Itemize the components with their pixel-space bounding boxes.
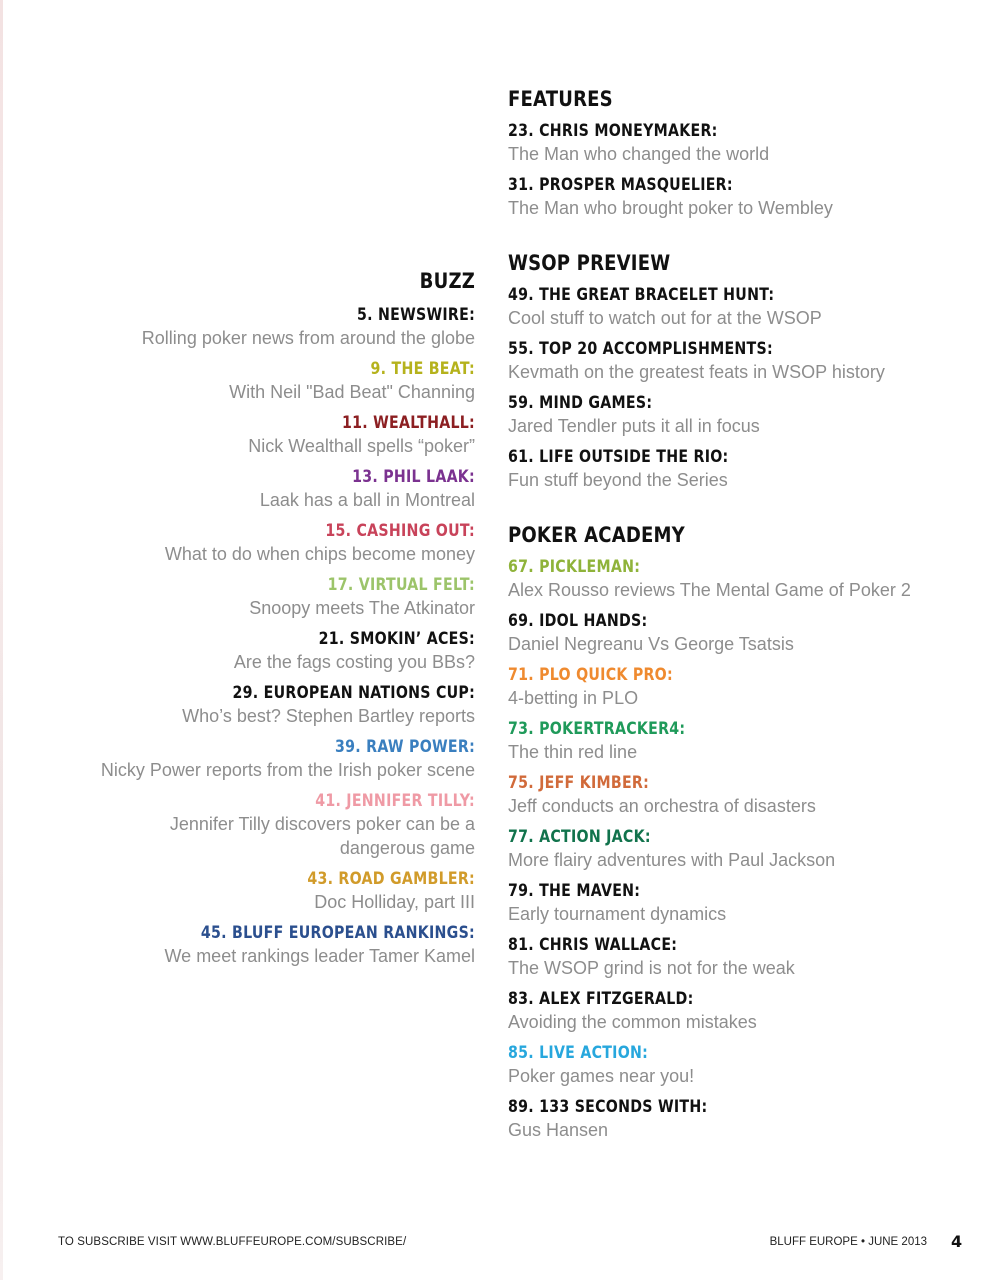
section-spacer — [508, 228, 968, 250]
entry-title: 69. IDOL HANDS: — [508, 611, 648, 630]
contents-entry — [5, 358, 475, 404]
entry-title: 17. VIRTUAL FELT: — [327, 575, 475, 594]
entry-title: 23. CHRIS MONEYMAKER: — [508, 121, 718, 140]
entry-title: 67. PICKLEMAN: — [508, 557, 641, 576]
contents-entry — [5, 868, 475, 914]
contents-entry — [508, 772, 968, 818]
entry-description — [508, 740, 968, 764]
entry-description — [5, 326, 475, 350]
contents-entry — [5, 922, 475, 968]
entry-description-text: Doc Holliday, part III — [314, 892, 475, 912]
entry-title: 41. JENNIFER TILLY: — [315, 791, 475, 810]
entry-description — [5, 944, 475, 968]
entry-description-text: Nicky Power reports from the Irish poker scene — [100, 760, 475, 780]
entry-title: 77. ACTION JACK: — [508, 827, 651, 846]
entry-description — [5, 596, 475, 620]
entry-title: 89. 133 SECONDS WITH: — [508, 1097, 708, 1116]
entry-description-text: More flairy adventures with Paul Jackson — [508, 850, 836, 870]
entry-title: 9. THE BEAT: — [370, 359, 475, 378]
entry-title: 13. PHIL LAAK: — [352, 467, 475, 486]
contents-entry — [508, 988, 968, 1034]
contents-entry — [508, 446, 968, 492]
entry-description — [5, 758, 475, 782]
entry-title: 39. RAW POWER: — [335, 737, 475, 756]
entry-description — [508, 794, 968, 818]
contents-entry — [508, 338, 968, 384]
contents-entry — [508, 934, 968, 980]
contents-entry — [508, 392, 968, 438]
entry-description — [508, 1010, 968, 1034]
contents-entry — [508, 1042, 968, 1088]
entry-title: 29. EUROPEAN NATIONS CUP: — [232, 683, 475, 702]
contents-entry — [508, 120, 968, 166]
page-edge-strip — [0, 0, 3, 1280]
entry-title: 75. JEFF KIMBER: — [508, 773, 650, 792]
entry-title: 81. CHRIS WALLACE: — [508, 935, 678, 954]
entry-description-text: The thin red line — [508, 742, 638, 762]
entry-description — [508, 1118, 968, 1142]
entry-description — [508, 360, 968, 384]
contents-entry — [508, 284, 968, 330]
entry-title: 31. PROSPER MASQUELIER: — [508, 175, 733, 194]
entry-description-text: Nick Wealthall spells “poker” — [248, 436, 475, 456]
contents-entry — [5, 628, 475, 674]
poker-academy-section-title: POKER ACADEMY — [508, 523, 685, 547]
entry-description — [508, 956, 968, 980]
entry-description-text: Daniel Negreanu Vs George Tsatsis — [508, 634, 794, 654]
contents-entry — [5, 736, 475, 782]
contents-entry — [508, 556, 968, 602]
contents-entry — [508, 718, 968, 764]
entry-description — [508, 142, 968, 166]
contents-entry — [5, 790, 475, 860]
entry-description — [508, 196, 968, 220]
entry-title: 11. WEALTHALL: — [341, 413, 475, 432]
entry-description — [508, 414, 968, 438]
entry-description-text: With Neil "Bad Beat" Channing — [229, 382, 475, 402]
wsop-preview-section-title: WSOP PREVIEW — [508, 251, 671, 275]
poker-academy-entry-list — [508, 556, 968, 1142]
contents-entry — [508, 880, 968, 926]
contents-entry — [5, 412, 475, 458]
contents-entry — [508, 1096, 968, 1142]
entry-description-text: Poker games near you! — [508, 1066, 695, 1086]
contents-entry — [508, 664, 968, 710]
entry-title: 79. THE MAVEN: — [508, 881, 641, 900]
entry-title: 45. BLUFF EUROPEAN RANKINGS: — [200, 923, 476, 942]
contents-right-column — [508, 86, 968, 1150]
entry-description-text: Rolling poker news from around the globe — [141, 328, 475, 348]
entry-title: 59. MIND GAMES: — [508, 393, 653, 412]
entry-description-text: Jared Tendler puts it all in focus — [508, 416, 760, 436]
entry-description-text: 4-betting in PLO — [508, 688, 639, 708]
entry-description — [5, 488, 475, 512]
entry-description-text: Jeff conducts an orchestra of disasters — [508, 796, 816, 816]
entry-description-text: What to do when chips become money — [164, 544, 475, 564]
entry-description-text: Laak has a ball in Montreal — [259, 490, 475, 510]
wsop-preview-entry-list — [508, 284, 968, 492]
entry-description — [5, 380, 475, 404]
contents-entry — [5, 574, 475, 620]
entry-description — [508, 306, 968, 330]
entry-title: 15. CASHING OUT: — [325, 521, 475, 540]
entry-description-text: The WSOP grind is not for the weak — [508, 958, 795, 978]
entry-description-text: Snoopy meets The Atkinator — [249, 598, 475, 618]
entry-description — [5, 812, 475, 860]
contents-entry — [5, 520, 475, 566]
entry-description-text: Jennifer Tilly discovers poker can be a dangerous game — [169, 814, 475, 858]
page-number: 4 — [951, 1232, 963, 1251]
entry-title: 73. POKERTRACKER4: — [508, 719, 686, 738]
entry-description — [5, 704, 475, 728]
buzz-column — [5, 268, 475, 976]
entry-title: 61. LIFE OUTSIDE THE RIO: — [508, 447, 729, 466]
entry-description-text: Who’s best? Stephen Bartley reports — [182, 706, 475, 726]
entry-description — [508, 686, 968, 710]
entry-title: 21. SMOKIN’ ACES: — [318, 629, 475, 648]
issue-footer-text: BLUFF EUROPE • JUNE 2013 — [769, 1236, 927, 1248]
entry-description-text: Cool stuff to watch out for at the WSOP — [508, 308, 822, 328]
buzz-entry-list — [5, 304, 475, 968]
entry-title: 5. NEWSWIRE: — [357, 305, 475, 324]
entry-description — [5, 890, 475, 914]
entry-description-text: Early tournament dynamics — [508, 904, 727, 924]
entry-description-text: The Man who changed the world — [508, 144, 770, 164]
entry-description — [508, 632, 968, 656]
entry-description — [508, 902, 968, 926]
entry-title: 71. PLO QUICK PRO: — [508, 665, 673, 684]
contents-entry — [508, 174, 968, 220]
entry-description-text: The Man who brought poker to Wembley — [508, 198, 833, 218]
contents-entry — [5, 304, 475, 350]
features-section-title: FEATURES — [508, 87, 613, 111]
entry-description-text: Are the fags costing you BBs? — [233, 652, 475, 672]
section-spacer — [508, 500, 968, 522]
entry-description-text: Avoiding the common mistakes — [508, 1012, 757, 1032]
entry-description-text: We meet rankings leader Tamer Kamel — [164, 946, 475, 966]
entry-description-text: Gus Hansen — [508, 1120, 609, 1140]
entry-description-text: Alex Rousso reviews The Mental Game of Poker 2 — [508, 580, 911, 600]
entry-description-text: Fun stuff beyond the Series — [508, 470, 728, 490]
entry-description — [508, 468, 968, 492]
contents-entry — [5, 466, 475, 512]
contents-entry — [508, 610, 968, 656]
entry-description — [5, 434, 475, 458]
features-entry-list — [508, 120, 968, 220]
entry-description — [508, 578, 968, 602]
entry-description — [508, 848, 968, 872]
entry-description — [5, 650, 475, 674]
contents-entry — [5, 682, 475, 728]
entry-title: 43. ROAD GAMBLER: — [307, 869, 475, 888]
subscribe-footer-text: TO SUBSCRIBE VISIT WWW.BLUFFEUROPE.COM/SUBSCRIBE/ — [58, 1236, 407, 1248]
entry-description-text: Kevmath on the greatest feats in WSOP history — [508, 362, 885, 382]
contents-entry — [508, 826, 968, 872]
entry-description — [508, 1064, 968, 1088]
entry-title: 83. ALEX FITZGERALD: — [508, 989, 694, 1008]
entry-description — [5, 542, 475, 566]
entry-title: 55. TOP 20 ACCOMPLISHMENTS: — [508, 339, 773, 358]
entry-title: 49. THE GREAT BRACELET HUNT: — [508, 285, 775, 304]
buzz-section-title: BUZZ — [419, 269, 475, 293]
entry-title: 85. LIVE ACTION: — [508, 1043, 649, 1062]
